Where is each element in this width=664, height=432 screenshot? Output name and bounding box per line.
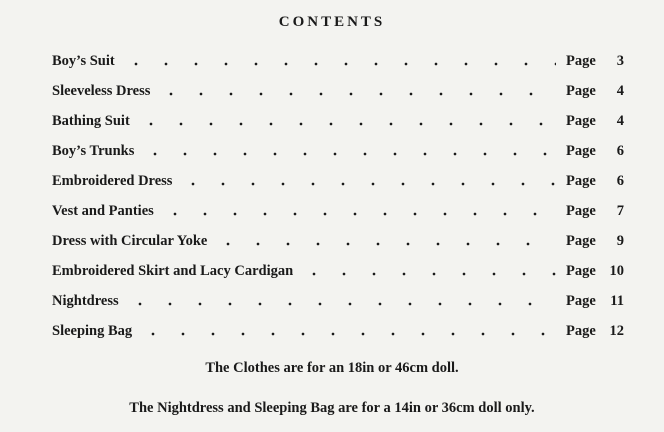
toc-entry	[52, 256, 624, 286]
page-label: Page	[566, 232, 596, 249]
page-reference	[566, 203, 624, 220]
page-label: Page	[566, 142, 596, 159]
page-label: Page	[566, 82, 596, 99]
page-number: 12	[609, 322, 624, 339]
page-label: Page	[566, 52, 596, 69]
dot-leader	[121, 46, 556, 76]
page-number: 11	[610, 292, 624, 309]
entry-title: Nightdress	[52, 292, 119, 309]
toc-entry	[52, 166, 624, 196]
page-number: 4	[616, 112, 624, 129]
doll-size-note: The Clothes are for an 18in or 46cm doll.	[205, 360, 459, 376]
page-label: Page	[566, 322, 596, 339]
dot-leader	[138, 316, 556, 346]
small-doll-note: The Nightdress and Sleeping Bag are for a 14in or 36cm doll only.	[129, 400, 535, 416]
page-number: 7	[616, 202, 624, 219]
toc-entry	[52, 76, 624, 106]
toc-entry	[52, 196, 624, 226]
dot-leader	[125, 286, 556, 316]
page-title: CONTENTS	[278, 14, 386, 30]
page-reference	[566, 323, 624, 340]
page-label: Page	[566, 172, 596, 189]
entry-title: Sleeping Bag	[52, 322, 133, 339]
page-reference	[566, 143, 624, 160]
dot-leader	[213, 226, 556, 256]
page-label: Page	[566, 112, 596, 129]
dot-leader	[178, 166, 556, 196]
dot-leader	[160, 196, 556, 226]
page-label: Page	[566, 202, 596, 219]
entry-title: Boy’s Trunks	[52, 142, 135, 159]
dot-leader	[140, 136, 556, 166]
page-number: 6	[616, 142, 624, 159]
toc-entry	[52, 226, 624, 256]
page-number: 10	[609, 262, 624, 279]
page-label: Page	[566, 292, 596, 309]
page-reference	[566, 293, 624, 310]
page-reference	[566, 233, 624, 250]
page-reference	[566, 263, 624, 280]
page-reference	[566, 173, 624, 190]
dot-leader	[299, 256, 556, 286]
toc-entry	[52, 136, 624, 166]
page-reference	[566, 83, 624, 100]
dot-leader	[156, 76, 556, 106]
toc-entry	[52, 106, 624, 136]
page-number: 3	[616, 52, 624, 69]
page-reference	[566, 53, 624, 70]
entry-title: Boy’s Suit	[52, 52, 115, 69]
page-number: 4	[616, 82, 624, 99]
entry-title: Embroidered Skirt and Lacy Cardigan	[52, 262, 294, 279]
page-label: Page	[566, 262, 596, 279]
dot-leader	[136, 106, 556, 136]
entry-title: Sleeveless Dress	[52, 82, 151, 99]
page-number: 9	[616, 232, 624, 249]
entry-title: Dress with Circular Yoke	[52, 232, 208, 249]
entry-title: Vest and Panties	[52, 202, 154, 219]
toc-entry	[52, 46, 624, 76]
toc-entry	[52, 286, 624, 316]
page-number: 6	[616, 172, 624, 189]
entry-title: Bathing Suit	[52, 112, 130, 129]
toc-entry	[52, 316, 624, 346]
entry-title: Embroidered Dress	[52, 172, 173, 189]
table-of-contents	[52, 46, 624, 346]
page-reference	[566, 113, 624, 130]
